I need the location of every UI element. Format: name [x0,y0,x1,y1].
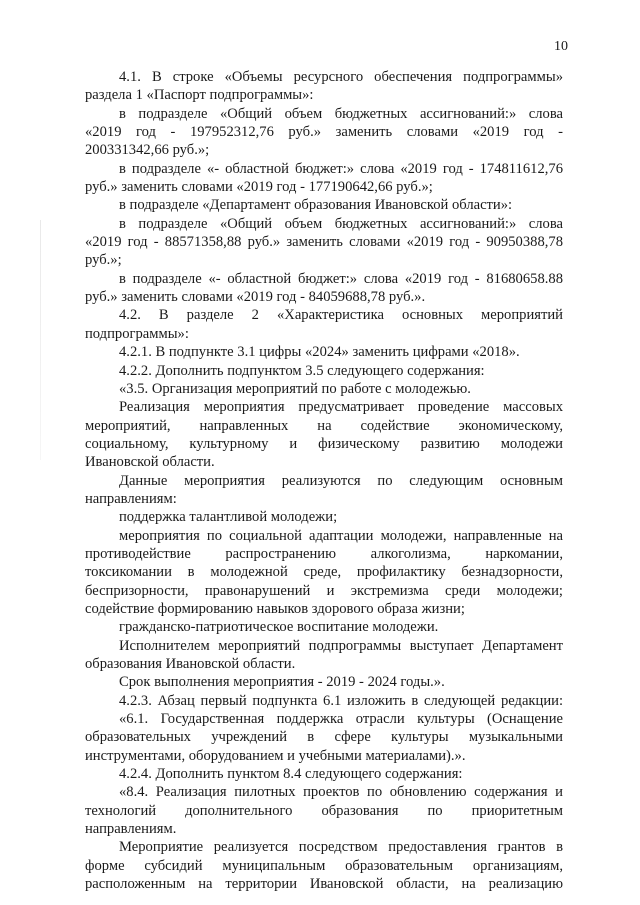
text-line: образования Ивановской области. [85,656,296,672]
text-line: токсикомании в молодежной среде, профилактику безнадзорности, [85,564,563,581]
text-line: в подразделе «- областной бюджет:» слова «2019 год - 174811612,76 [119,160,563,177]
text-line: инструментами, оборудованием и учебными материалами).». [85,747,466,764]
text-line: 4.2.4. Дополнить пунктом 8.4 следующего содержания: [119,766,463,783]
text-line: руб.» заменить словами «2019 год - 177190642,66 руб.»; [85,179,433,196]
text-line: Исполнителем мероприятий подпрограммы выступает Департамент [119,637,563,654]
text-line: подпрограммы»: [85,325,189,342]
page-number: 10 [554,39,568,54]
text-line: руб.»; [85,252,122,269]
text-line: содействие формированию навыков здорового образа жизни; [85,600,465,617]
text-line: «8.4. Реализация пилотных проектов по обновлению содержания и [119,784,563,801]
text-line: в подразделе «Общий объем бюджетных ассигнований:» слова [119,215,563,232]
text-line: гражданско-патриотическое воспитание молодежи. [119,619,439,636]
document-body [85,68,563,893]
text-line: в подразделе «Департамент образования Ивановской области»: [119,197,513,214]
text-line: мероприятий, направленных на содействие экономическому, [85,417,563,434]
text-line: руб.» заменить словами «2019 год - 84059688,78 руб.». [85,289,426,306]
text-line: 200331342,66 руб.»; [85,142,210,159]
text-line: форме субсидий муниципальным образовательным организациям, [85,857,563,874]
text-line: в подразделе «Общий объем бюджетных ассигнований:» слова [119,105,563,122]
text-line: Мероприятие реализуется посредством предоставления грантов в [119,839,563,856]
text-line: «6.1. Государственная поддержка отрасли культуры (Оснащение [119,711,563,728]
text-line: социальному, культурному и физическому развитию молодежи [85,435,563,452]
text-line: 4.2.2. Дополнить подпунктом 3.5 следующего содержания: [119,362,485,379]
text-line: Данные мероприятия реализуются по следующим основным [119,472,563,489]
text-line: технологий дополнительного образования по приоритетным [85,802,563,819]
text-line: «2019 год - 88571358,88 руб.» заменить словами «2019 год - 90950388,78 [85,234,563,251]
text-line: поддержка талантливой молодежи; [119,509,338,526]
text-line: образовательных учреждений в сфере культуры музыкальными [85,729,563,746]
text-line: «2019 год - 197952312,76 руб.» заменить словами «2019 год - [85,124,563,141]
text-line: 4.2. В разделе 2 «Характеристика основных мероприятий [119,307,563,324]
text-line: 4.2.1. В подпункте 3.1 цифры «2024» заменить цифрами «2018». [119,344,520,361]
text-line: беспризорности, правонарушений и экстремизма среди молодежи; [85,582,563,599]
text-line: 4.2.3. Абзац первый подпункта 6.1 изложить в следующей редакции: [119,692,563,709]
text-line: Реализация мероприятия предусматривает проведение массовых [119,399,563,416]
text-line: расположенным на территории Ивановской области, на реализацию [85,876,563,893]
text-line: «3.5. Организация мероприятий по работе с молодежью. [119,380,471,397]
text-line: направлениям. [85,821,177,838]
text-line: в подразделе «- областной бюджет:» слова «2019 год - 81680658.88 [119,270,563,287]
text-line: Срок выполнения мероприятия - 2019 - 2024 годы.». [119,674,445,691]
text-line: 4.1. В строке «Объемы ресурсного обеспечения подпрограммы» [119,69,563,85]
text-line: раздела 1 «Паспорт подпрограммы»: [85,87,314,104]
text-line: мероприятия по социальной адаптации молодежи, направленные на [119,527,563,544]
text-line: Ивановской области. [85,454,215,471]
scan-margin-mark [40,220,41,460]
text-line: противодействие распространению алкоголизма, наркомании, [85,545,563,562]
text-line: направлениям: [85,490,177,507]
